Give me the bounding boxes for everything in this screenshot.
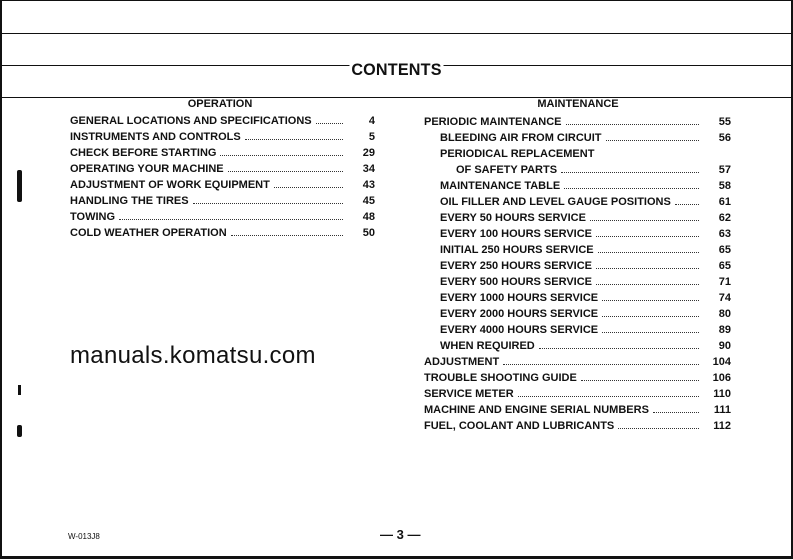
toc-entry-page: 62 [718, 212, 731, 224]
dot-leader [596, 267, 699, 269]
toc-entry-page: 56 [718, 132, 731, 144]
rule-1 [0, 33, 793, 34]
toc-entry-label: SERVICE METER [424, 388, 514, 400]
toc-entry [424, 145, 731, 161]
toc-entry-page: 65 [718, 244, 731, 256]
toc-entry-page: 110 [713, 388, 731, 400]
toc-entry [70, 144, 375, 160]
left-border [0, 0, 2, 558]
dot-leader [598, 156, 699, 157]
toc-entry-label: TOWING [70, 211, 116, 223]
toc-entry-page: 71 [718, 276, 731, 288]
toc-entry [424, 241, 731, 257]
toc-entry-page: 106 [712, 372, 731, 384]
scan-speck [17, 170, 22, 202]
rule-3 [0, 97, 793, 98]
dot-leader [503, 363, 699, 365]
dot-leader [245, 138, 343, 140]
toc-entry-page: 55 [718, 116, 731, 128]
toc-entry [424, 337, 731, 353]
toc-entry-label: EVERY 50 HOURS SERVICE [440, 212, 586, 224]
toc-entry-label: FUEL, COOLANT AND LUBRICANTS [424, 420, 615, 432]
toc-entry-label: GENERAL LOCATIONS AND SPECIFICATIONS [70, 115, 312, 127]
toc-entry [70, 112, 375, 128]
toc-entry-label: INITIAL 250 HOURS SERVICE [440, 244, 594, 256]
toc-entry-page: 74 [718, 292, 731, 304]
toc-entry-page: 65 [718, 260, 731, 272]
toc-entry [424, 401, 731, 417]
watermark: manuals.komatsu.com [70, 342, 316, 369]
dot-leader [518, 395, 699, 397]
toc-entry-label: PERIODIC MAINTENANCE [424, 116, 562, 128]
toc-entry [424, 177, 731, 193]
toc-entry [70, 192, 375, 208]
toc-entry [70, 128, 375, 144]
dot-leader [675, 203, 699, 205]
toc-entry-label: TROUBLE SHOOTING GUIDE [424, 372, 577, 384]
dot-leader [606, 139, 699, 141]
toc-entry-label: COLD WEATHER OPERATION [70, 227, 227, 239]
toc-entry-page: 29 [362, 147, 375, 159]
toc-entry-label: EVERY 4000 HOURS SERVICE [440, 324, 599, 336]
dot-leader [539, 347, 699, 349]
toc-entry [70, 224, 375, 240]
toc-entry [424, 273, 731, 289]
toc-entry-label: MAINTENANCE TABLE [440, 180, 561, 192]
dot-leader [228, 170, 343, 172]
toc-entry [424, 193, 731, 209]
dot-leader [602, 315, 699, 317]
toc-entry-page: 112 [713, 420, 731, 432]
toc-entry [70, 176, 375, 192]
toc-entry [424, 417, 731, 433]
scan-speck [17, 425, 22, 437]
dot-leader [590, 219, 699, 221]
page-number: — 3 — [380, 527, 421, 542]
toc-entry-label: ADJUSTMENT OF WORK EQUIPMENT [70, 179, 270, 191]
dot-leader [561, 171, 699, 173]
operation-heading: OPERATION [187, 98, 253, 110]
maintenance-list [424, 113, 731, 433]
toc-entry-page: 80 [718, 308, 731, 320]
page-title-text: CONTENTS [351, 60, 442, 79]
toc-entry-label: BLEEDING AIR FROM CIRCUIT [440, 132, 602, 144]
toc-entry-page: 63 [718, 228, 731, 240]
dot-leader [564, 187, 699, 189]
bottom-border [0, 556, 793, 559]
toc-entry [70, 160, 375, 176]
toc-entry-page: 34 [362, 163, 375, 175]
toc-entry-label: OPERATING YOUR MACHINE [70, 163, 224, 175]
toc-entry-label: OIL FILLER AND LEVEL GAUGE POSITIONS [440, 196, 671, 208]
dot-leader [596, 235, 699, 237]
toc-entry-page: 5 [368, 131, 375, 143]
toc-entry-label: HANDLING THE TIRES [70, 195, 189, 207]
toc-entry-label: EVERY 2000 HOURS SERVICE [440, 308, 599, 320]
toc-entry-label: PERIODICAL REPLACEMENT [440, 148, 595, 160]
toc-entry-page: 48 [362, 211, 375, 223]
dot-leader [193, 202, 343, 204]
toc-entry-page: 50 [362, 227, 375, 239]
toc-entry-page: 111 [713, 404, 731, 416]
operation-list [70, 112, 375, 240]
dot-leader [581, 379, 699, 381]
toc-entry [424, 129, 731, 145]
dot-leader [274, 186, 343, 188]
dot-leader [653, 411, 699, 413]
toc-entry [424, 209, 731, 225]
dot-leader [602, 331, 699, 333]
toc-entry-label: INSTRUMENTS AND CONTROLS [70, 131, 241, 143]
toc-entry [424, 225, 731, 241]
toc-entry-page: 90 [718, 340, 731, 352]
toc-entry-page: 61 [718, 196, 731, 208]
toc-entry [70, 208, 375, 224]
toc-entry-page: 45 [362, 195, 375, 207]
document-code: W-013J8 [68, 532, 100, 541]
dot-leader [119, 218, 343, 220]
toc-entry-label: EVERY 250 HOURS SERVICE [440, 260, 593, 272]
dot-leader [598, 251, 699, 253]
toc-entry-page: 89 [718, 324, 731, 336]
toc-entry-page: 104 [712, 356, 731, 368]
toc-entry [424, 305, 731, 321]
toc-entry [424, 353, 731, 369]
toc-entry-label: MACHINE AND ENGINE SERIAL NUMBERS [424, 404, 649, 416]
toc-entry [424, 161, 731, 177]
dot-leader [618, 427, 699, 429]
toc-entry [424, 385, 731, 401]
toc-entry-label: EVERY 100 HOURS SERVICE [440, 228, 593, 240]
toc-entry [424, 369, 731, 385]
dot-leader [602, 299, 699, 301]
toc-entry-label: WHEN REQUIRED [440, 340, 535, 352]
maintenance-heading: MAINTENANCE [537, 98, 619, 110]
toc-entry-label: CHECK BEFORE STARTING [70, 147, 217, 159]
dot-leader [220, 154, 343, 156]
toc-entry-page: 58 [718, 180, 731, 192]
toc-entry [424, 321, 731, 337]
toc-entry-label: OF SAFETY PARTS [456, 164, 558, 176]
page-title [20, 60, 773, 80]
scan-speck [18, 385, 21, 395]
toc-entry-label: EVERY 1000 HOURS SERVICE [440, 292, 599, 304]
dot-leader [596, 283, 699, 285]
top-border [0, 0, 793, 1]
toc-entry [424, 113, 731, 129]
toc-entry [424, 289, 731, 305]
dot-leader [566, 123, 699, 125]
dot-leader [316, 122, 343, 124]
toc-entry [424, 257, 731, 273]
toc-entry-page: 4 [368, 115, 375, 127]
dot-leader [231, 234, 343, 236]
toc-entry-label: ADJUSTMENT [424, 356, 500, 368]
toc-entry-page: 43 [362, 179, 375, 191]
toc-entry-label: EVERY 500 HOURS SERVICE [440, 276, 593, 288]
toc-entry-page: 57 [718, 164, 731, 176]
